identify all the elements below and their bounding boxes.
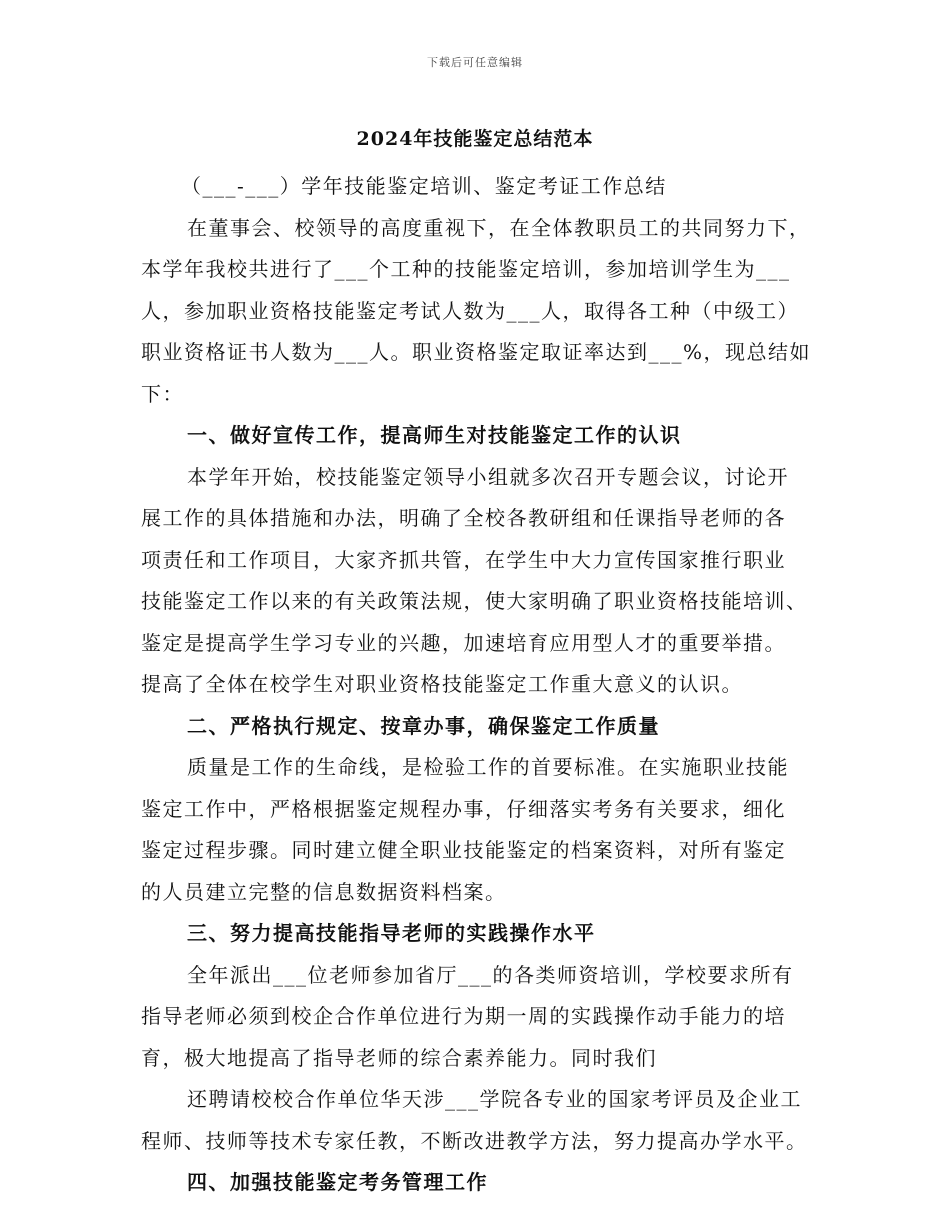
paragraph-line: 指导老师必须到校企合作单位进行为期一周的实践操作动手能力的培 [141,1004,786,1028]
paragraph-line: 育，极大地提高了指导老师的综合素养能力。同时我们 [141,1045,657,1070]
section-heading-2: 二、严格执行规定、按章办事，确保鉴定工作质量 [187,713,660,738]
header-note: 下载后可任意编辑 [427,56,523,69]
paragraph-line: 本学年开始，校技能鉴定领导小组就多次召开专题会议，讨论开 [187,464,789,489]
paragraph-line: 提高了全体在校学生对职业资格技能鉴定工作重大意义的认识。 [141,672,743,696]
paragraph-line: 展工作的具体措施和办法，明确了全校各教研组和任课指导老师的各 [141,506,786,530]
subtitle-line: （___-___）学年技能鉴定培训、鉴定考证工作总结 [181,174,667,198]
paragraph-line: 下： [141,381,184,406]
document-body [141,166,841,1204]
paragraph-line: 鉴定是提高学生学习专业的兴趣，加速培育应用型人才的重要举措。 [141,630,786,655]
paragraph-line: 人，参加职业资格技能鉴定考试人数为___人，取得各工种（中级工） [141,298,799,323]
paragraph-line: 质量是工作的生命线，是检验工作的首要标准。在实施职业技能 [187,755,789,779]
paragraph-line: 全年派出___位老师参加省厅___的各类师资培训，学校要求所有 [187,962,794,987]
paragraph-line: 还聘请校校合作单位华天涉___学院各专业的国家考评员及企业工 [187,1087,802,1111]
section-heading-1: 一、做好宣传工作，提高师生对技能鉴定工作的认识 [187,423,682,447]
paragraph-line: 程师、技师等技术专家任教，不断改进教学方法，努力提高办学水平。 [141,1128,808,1153]
paragraph-line: 项责任和工作项目，大家齐抓共管，在学生中大力宣传国家推行职业 [141,547,786,572]
paragraph-line: 鉴定过程步骤。同时建立健全职业技能鉴定的档案资料，对所有鉴定 [141,838,786,862]
document-title: 2024年技能鉴定总结范本 [356,128,594,150]
paragraph-line: 的人员建立完整的信息数据资料档案。 [141,879,507,904]
section-heading-3: 三、努力提高技能指导老师的实践操作水平 [187,921,596,945]
section-heading-4: 四、加强技能鉴定考务管理工作 [187,1170,488,1194]
paragraph-line: 鉴定工作中，严格根据鉴定规程办事，仔细落实考务有关要求，细化 [141,796,786,821]
paragraph-line: 职业资格证书人数为___人。职业资格鉴定取证率达到___%，现总结如 [141,340,812,364]
paragraph-line: 技能鉴定工作以来的有关政策法规，使大家明确了职业资格技能培训、 [141,589,808,613]
paragraph-line: 本学年我校共进行了___个工种的技能鉴定培训，参加培训学生为___ [141,257,791,281]
paragraph-line: 在董事会、校领导的高度重视下，在全体教职员工的共同努力下， [187,215,811,240]
